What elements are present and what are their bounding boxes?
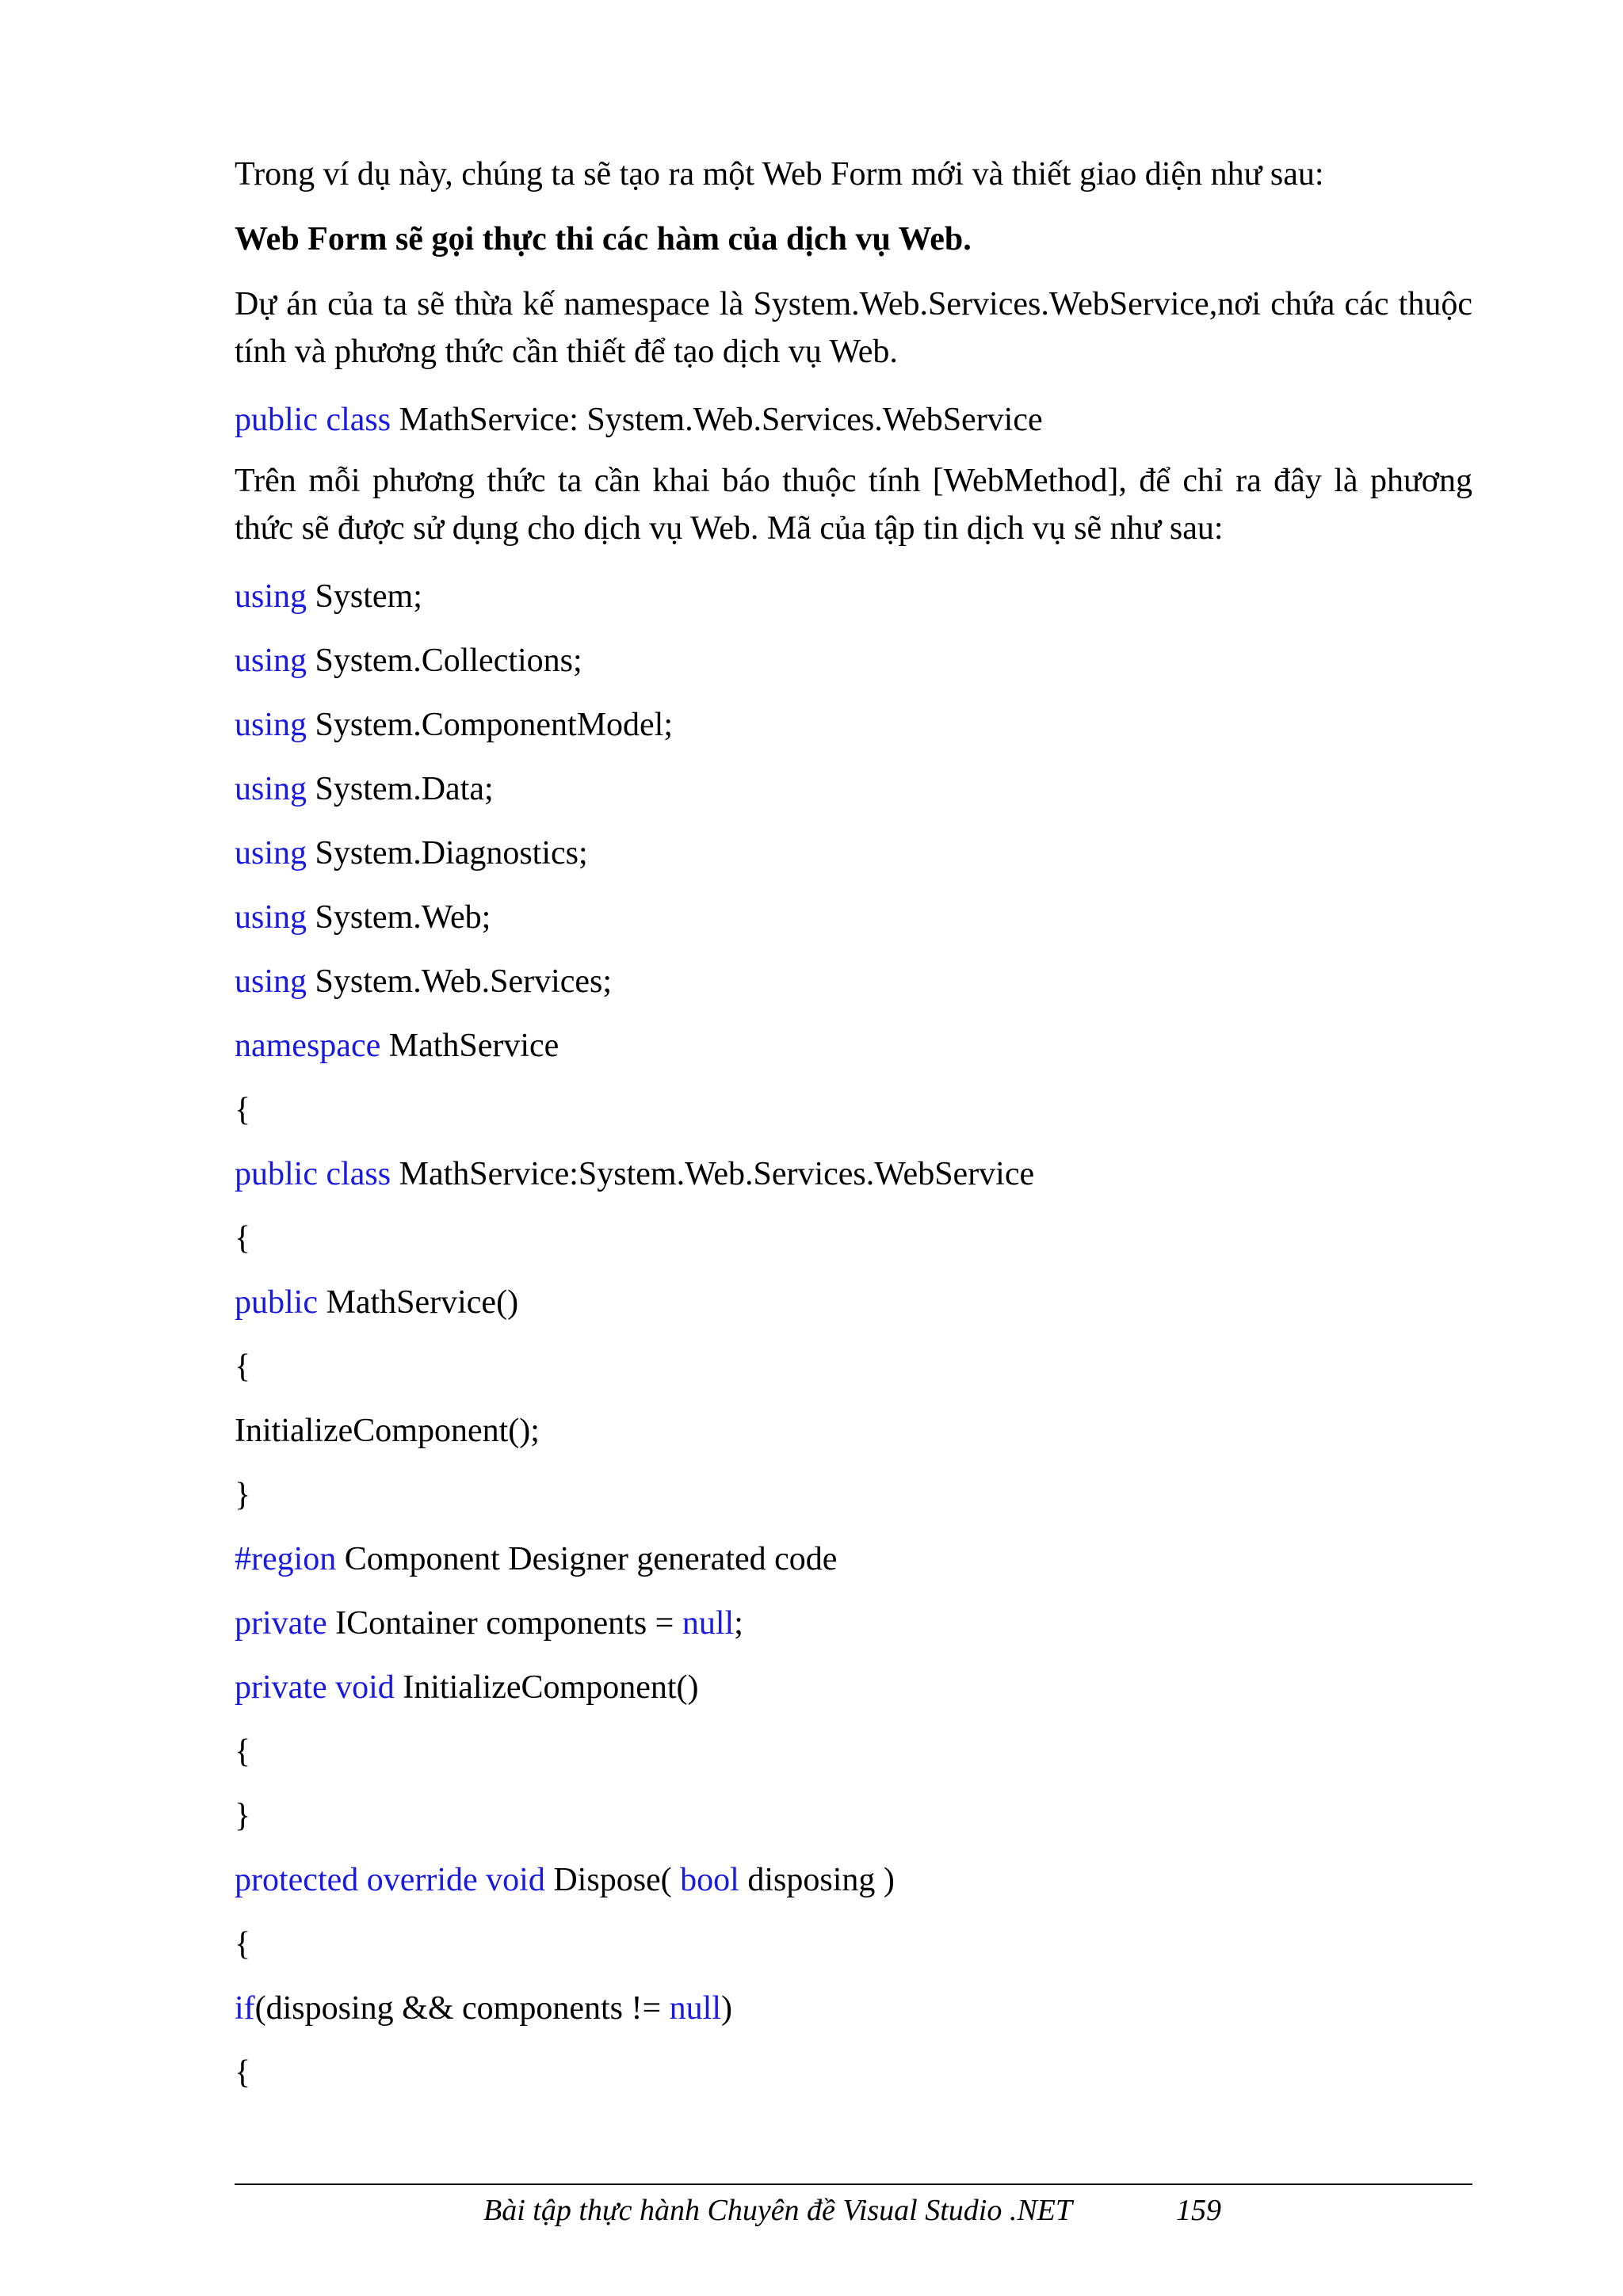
code-text: System.Diagnostics; bbox=[307, 835, 588, 871]
code-line bbox=[235, 1211, 1472, 1276]
footer-title: Bài tập thực hành Chuyên đề Visual Studio .NET bbox=[483, 2194, 1073, 2227]
code-text: ; bbox=[734, 1605, 743, 1642]
keyword: protected override void bbox=[235, 1862, 545, 1898]
intro-paragraph: Trong ví dụ này, chúng ta sẽ tạo ra một Web Form mới và thiết giao diện như sau: bbox=[235, 156, 1324, 193]
footer-divider bbox=[235, 2183, 1472, 2185]
code-text: { bbox=[235, 1092, 251, 1128]
code-line bbox=[235, 2046, 1472, 2110]
keyword: if bbox=[235, 1990, 255, 2027]
code-text: { bbox=[235, 1220, 251, 1257]
keyword: null bbox=[669, 1990, 721, 2027]
code-text: InitializeComponent() bbox=[394, 1669, 699, 1706]
code-line bbox=[235, 1019, 1472, 1083]
code-text: Dispose( bbox=[544, 1862, 681, 1898]
page-footer bbox=[235, 2188, 1472, 2233]
code-line bbox=[235, 1853, 1472, 1917]
code-text: MathService:System.Web.Services.WebService bbox=[391, 1156, 1035, 1192]
code-text: System.Collections; bbox=[307, 643, 582, 679]
keyword: using bbox=[235, 771, 307, 807]
keyword: using bbox=[235, 899, 307, 936]
keyword: using bbox=[235, 707, 307, 743]
code-text: System; bbox=[307, 578, 422, 615]
code-text: { bbox=[235, 1926, 251, 1962]
code-line bbox=[235, 570, 1472, 634]
code-text: MathService bbox=[380, 1028, 559, 1064]
code-line bbox=[235, 1532, 1472, 1596]
code-text: disposing ) bbox=[739, 1862, 895, 1898]
page-number: 159 bbox=[1176, 2194, 1221, 2227]
code-line bbox=[235, 1789, 1472, 1853]
code-text: { bbox=[235, 1348, 251, 1385]
code-line bbox=[235, 1276, 1472, 1340]
code-line bbox=[235, 634, 1472, 698]
code-line bbox=[235, 826, 1472, 891]
code-text: } bbox=[235, 1477, 251, 1513]
code-line bbox=[235, 1404, 1472, 1468]
class-declaration-line bbox=[235, 393, 1472, 457]
keyword: using bbox=[235, 578, 307, 615]
code-text: { bbox=[235, 1733, 251, 1770]
keyword: public bbox=[235, 1284, 318, 1321]
keyword: null bbox=[682, 1605, 735, 1642]
namespace-paragraph: Dự án của ta sẽ thừa kế namespace là System.Web.Services.WebService,nơi chứa các thuộc tính và phương thức cần thiết để tạo dịch vụ Web. bbox=[235, 286, 1472, 370]
code-listing bbox=[235, 570, 1472, 2110]
code-text: (disposing && components != bbox=[254, 1990, 670, 2027]
code-line bbox=[235, 1725, 1472, 1789]
code-text: MathService: System.Web.Services.WebService bbox=[391, 402, 1043, 438]
keyword: public class bbox=[235, 1156, 391, 1192]
keyword: bool bbox=[680, 1862, 739, 1898]
code-text: Component Designer generated code bbox=[336, 1541, 838, 1577]
code-line bbox=[235, 1981, 1472, 2046]
code-line bbox=[235, 1596, 1472, 1661]
section-heading: Web Form sẽ gọi thực thi các hàm của dịch vụ Web. bbox=[235, 221, 972, 257]
code-text: System.ComponentModel; bbox=[307, 707, 674, 743]
code-text: System.Web.Services; bbox=[307, 963, 613, 1000]
code-line bbox=[235, 762, 1472, 826]
keyword: using bbox=[235, 643, 307, 679]
code-line bbox=[235, 955, 1472, 1019]
code-text: MathService() bbox=[317, 1284, 519, 1321]
code-text: } bbox=[235, 1798, 251, 1834]
code-line bbox=[235, 1147, 1472, 1211]
keyword: private void bbox=[235, 1669, 395, 1706]
code-line bbox=[235, 1661, 1472, 1725]
keyword: using bbox=[235, 835, 307, 871]
keyword: public class bbox=[235, 402, 391, 438]
code-text: System.Data; bbox=[307, 771, 494, 807]
code-text: ) bbox=[721, 1990, 732, 2027]
code-line bbox=[235, 1917, 1472, 1981]
keyword: namespace bbox=[235, 1028, 381, 1064]
code-line bbox=[235, 891, 1472, 955]
code-text: { bbox=[235, 2054, 251, 2091]
keyword: private bbox=[235, 1605, 327, 1642]
code-text: InitializeComponent(); bbox=[235, 1413, 540, 1449]
page-content bbox=[235, 151, 1472, 2110]
code-text: System.Web; bbox=[307, 899, 491, 936]
code-line bbox=[235, 1083, 1472, 1147]
webmethod-paragraph: Trên mỗi phương thức ta cần khai báo thuộc tính [WebMethod], để chỉ ra đây là phương thức sẽ được sử dụng cho dịch vụ Web. Mã của tập tin dịch vụ sẽ như sau: bbox=[235, 463, 1472, 547]
code-line bbox=[235, 1340, 1472, 1404]
code-text: IContainer components = bbox=[327, 1605, 682, 1642]
keyword: using bbox=[235, 963, 307, 1000]
keyword: #region bbox=[235, 1541, 337, 1577]
code-line bbox=[235, 1468, 1472, 1532]
code-line bbox=[235, 698, 1472, 762]
